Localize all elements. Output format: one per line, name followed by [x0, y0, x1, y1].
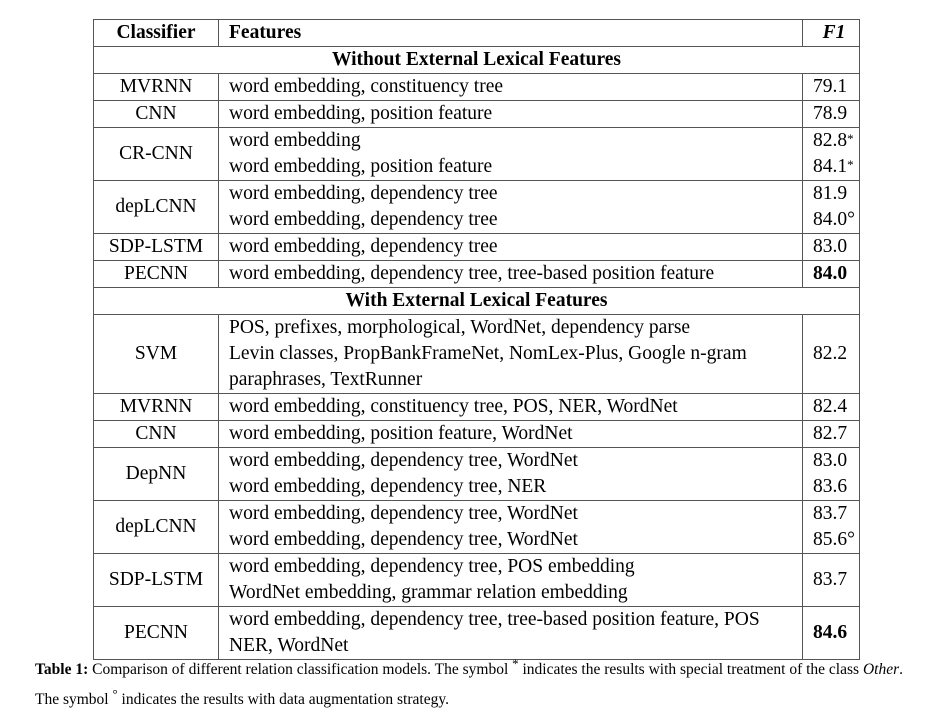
table-row — [94, 181, 860, 234]
f1-cell: 82.7 — [803, 421, 860, 448]
classifier-cell: SDP-LSTM — [94, 234, 219, 261]
feature-line: word embedding — [229, 130, 361, 151]
f1-value: 84.0° — [813, 209, 855, 230]
table-row — [94, 394, 860, 421]
table-row — [94, 554, 860, 607]
classifier-cell: PECNN — [94, 607, 219, 660]
table-row — [94, 261, 860, 288]
results-table — [93, 19, 860, 660]
classifier-cell: SDP-LSTM — [94, 554, 219, 607]
features-cell: word embedding, position feature — [219, 101, 803, 128]
table-caption — [35, 652, 925, 712]
f1-cell: 78.9 — [803, 101, 860, 128]
section-title: Without External Lexical Features — [94, 47, 860, 74]
table-row — [94, 101, 860, 128]
f1-cell-best: 84.0 — [803, 261, 860, 288]
special-treatment-mark: * — [847, 157, 854, 172]
table-row — [94, 234, 860, 261]
header-row — [94, 20, 860, 47]
table-row — [94, 421, 860, 448]
f1-value: 85.6° — [813, 529, 855, 550]
feature-line: word embedding, dependency tree, tree-based position feature, POS — [229, 609, 760, 630]
f1-value: 83.0 — [813, 450, 848, 471]
table-row — [94, 315, 860, 394]
feature-line: word embedding, dependency tree, POS embedding — [229, 556, 635, 577]
f1-cell-best: 84.6 — [803, 607, 860, 660]
features-cell: word embedding, dependency tree, tree-based position feature — [219, 261, 803, 288]
caption-text: indicates the results with special treatment of the class — [518, 661, 863, 679]
classifier-cell: depLCNN — [94, 501, 219, 554]
augmentation-mark: ° — [847, 209, 855, 230]
feature-line: paraphrases, TextRunner — [229, 369, 423, 390]
header-classifier: Classifier — [94, 20, 219, 47]
features-cell — [219, 181, 803, 234]
classifier-cell: CNN — [94, 421, 219, 448]
caption-text: Comparison of different relation classification models. The symbol — [88, 661, 513, 679]
feature-line: word embedding, dependency tree, WordNet — [229, 529, 578, 550]
section-title: With External Lexical Features — [94, 288, 860, 315]
circle-symbol: ° — [112, 686, 118, 702]
f1-cell — [803, 501, 860, 554]
features-cell — [219, 448, 803, 501]
feature-line: word embedding, dependency tree, WordNet — [229, 503, 578, 524]
classifier-cell: DepNN — [94, 448, 219, 501]
f1-cell: 82.2 — [803, 315, 860, 394]
features-cell — [219, 501, 803, 554]
feature-line: WordNet embedding, grammar relation embedding — [229, 582, 628, 603]
caption-text: indicates the results with data augmentation strategy. — [117, 691, 449, 709]
f1-value: 81.9 — [813, 183, 848, 204]
feature-line: word embedding, dependency tree — [229, 183, 498, 204]
caption-text: . The symbol — [35, 661, 903, 709]
classifier-cell: CNN — [94, 101, 219, 128]
classifier-cell: MVRNN — [94, 74, 219, 101]
classifier-cell: PECNN — [94, 261, 219, 288]
f1-value: 84.1* — [813, 156, 854, 177]
f1-value: 83.7 — [813, 503, 848, 524]
section-row-without-external — [94, 47, 860, 74]
features-cell: word embedding, position feature, WordNet — [219, 421, 803, 448]
features-cell — [219, 554, 803, 607]
feature-line: POS, prefixes, morphological, WordNet, dependency parse — [229, 317, 691, 338]
f1-cell: 83.0 — [803, 234, 860, 261]
table-row — [94, 448, 860, 501]
feature-line: word embedding, dependency tree, WordNet — [229, 450, 578, 471]
f1-cell: 82.4 — [803, 394, 860, 421]
table-row — [94, 74, 860, 101]
f1-cell — [803, 128, 860, 181]
table-row — [94, 501, 860, 554]
table-row — [94, 128, 860, 181]
features-cell: word embedding, constituency tree — [219, 74, 803, 101]
feature-line: Levin classes, PropBankFrameNet, NomLex-Plus, Google n-gram — [229, 343, 747, 364]
feature-line: word embedding, position feature — [229, 156, 493, 177]
features-cell — [219, 315, 803, 394]
feature-line: word embedding, dependency tree — [229, 209, 498, 230]
star-symbol: * — [512, 656, 519, 671]
f1-value: 82.8* — [813, 130, 854, 151]
f1-cell: 79.1 — [803, 74, 860, 101]
f1-cell — [803, 448, 860, 501]
classifier-cell: MVRNN — [94, 394, 219, 421]
classifier-cell: CR-CNN — [94, 128, 219, 181]
f1-value: 83.6 — [813, 476, 848, 497]
feature-line: NER, WordNet — [229, 635, 349, 656]
section-row-with-external — [94, 288, 860, 315]
header-f1: F1 — [803, 20, 860, 47]
f1-cell: 83.7 — [803, 554, 860, 607]
special-treatment-mark: * — [847, 131, 854, 146]
feature-line: word embedding, dependency tree, NER — [229, 476, 547, 497]
features-cell: word embedding, constituency tree, POS, NER, WordNet — [219, 394, 803, 421]
classifier-cell: SVM — [94, 315, 219, 394]
features-cell — [219, 128, 803, 181]
header-features: Features — [219, 20, 803, 47]
features-cell: word embedding, dependency tree — [219, 234, 803, 261]
f1-cell — [803, 181, 860, 234]
augmentation-mark: ° — [847, 529, 855, 550]
classifier-cell: depLCNN — [94, 181, 219, 234]
caption-label: Table 1: — [35, 661, 89, 679]
class-other: Other — [862, 661, 900, 679]
